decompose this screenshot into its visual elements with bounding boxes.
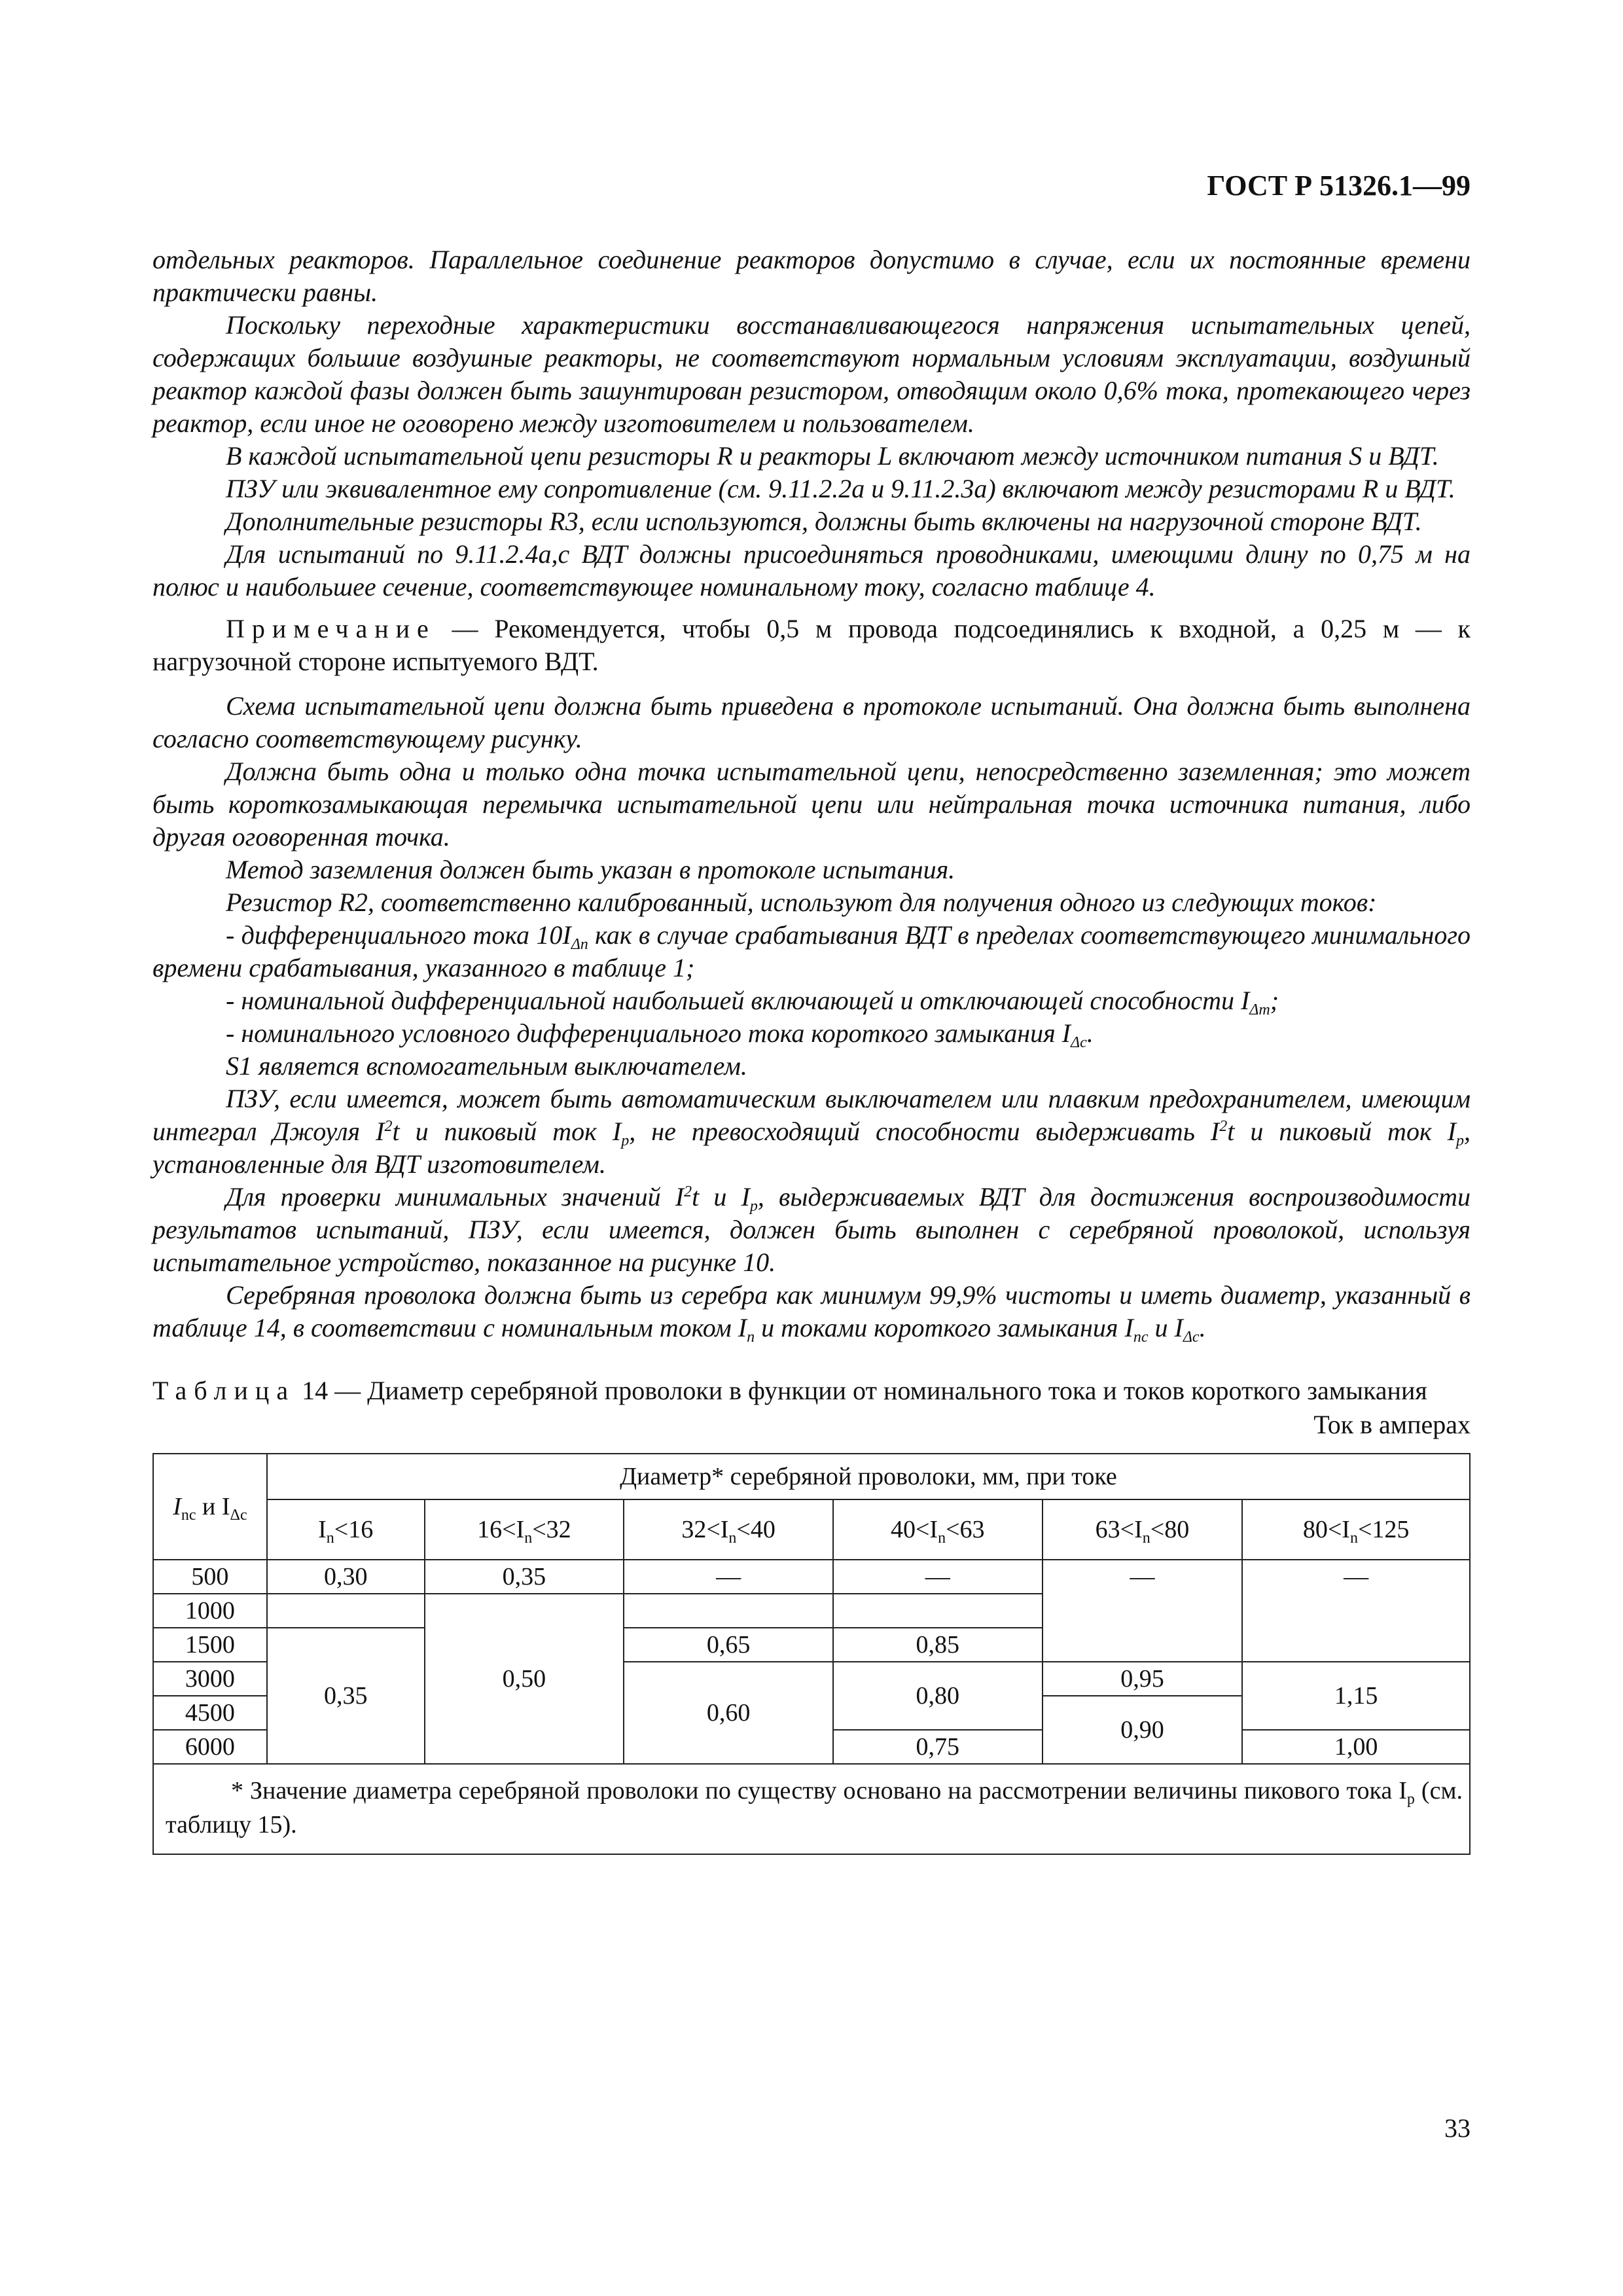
table-cell: 0,30 [267,1560,425,1594]
table-cell: 0,95 [1043,1662,1243,1696]
table-caption: Таблица 14 — Диаметр серебряной проволоки в функции от номинального тока и токов короткого замыкания [152,1376,1427,1405]
column-header: $I_n<16$ [267,1499,425,1560]
list-item: - дифференциального тока $10I_{\Delta n}$ как в случае срабатывания ВДТ в пределах соответствующего минимального времени срабатывания, указанного в таблице 1; [152,920,1471,982]
note-label: Примечание [226,614,436,643]
table-group-header: Диаметр* серебряной проволоки, мм, при токе [267,1454,1470,1499]
table-cell: 0,80 [833,1662,1043,1730]
note [152,613,1471,678]
list-item: - номинальной дифференциальной наибольшей включающей и отключающей способности $I_{\Delta m}$; [226,986,1279,1018]
table-cell: 0,60 [624,1662,833,1764]
table-cell: 0,35 [267,1628,425,1764]
table-cell: — [624,1560,833,1594]
table-cell: 0,35 [425,1560,624,1594]
column-header: $32<I_n<40$ [624,1499,833,1560]
table-cell: 0,50 [425,1594,624,1764]
paragraph: Дополнительные резисторы R3, если используются, должны быть включены на нагрузочной стороне ВДТ. [226,507,1422,536]
list-item: - номинального условного дифференциального тока короткого замыкания $I_{\Delta c}$. [226,1018,1094,1051]
table-cell [833,1594,1043,1628]
paragraph: Резистор R2, соответственно калиброванный, используют для получения одного из следующих токов: [226,888,1377,917]
note-text: — Рекомендуется, чтобы 0,5 м провода подсоединялись к входной, а 0,25 м — к нагрузочной стороне испытуемого ВДТ. [152,614,1471,676]
document-header: ГОСТ Р 51326.1—99 [1207,170,1471,202]
paragraph: Серебряная проволока должна быть из серебра как минимум 99,9% чистоты и иметь диаметр, указанный в таблице 14, в соответствии с номинальным током $I_n$ и токами короткого замыкания $I_{nc}$ и $I_{\Delta c}$. [152,1280,1471,1346]
table-footnote: * Значение диаметра серебряной проволоки по существу основано на рассмотрении величины пикового тока $I_p$ (см. таблицу 15). [153,1764,1470,1854]
paragraph: Должна быть одна и только одна точка испытательной цепи, непосредственно заземленная; это может быть короткозамыкающая перемычка испытательной цепи или нейтральная точка источника питания, либо другая оговоренная точка. [152,757,1471,852]
table-cell: 0,65 [624,1628,833,1662]
table-cell: — [1242,1560,1470,1662]
table-cell: — [833,1560,1043,1594]
row-header: 4500 [153,1696,267,1730]
table-cell [267,1594,425,1628]
paragraph: В каждой испытательной цепи резисторы R и реакторы L включают между источником питания S и ВДТ. [226,441,1439,471]
paragraph: ПЗУ, если имеется, может быть автоматическим выключателем или плавким предохранителем, имеющим интеграл Джоуля $I^2t$ и пиковый ток $I_p$, не превосходящий способности выдерживать $I^2t$ и пиковый ток $I_p$, установленные для ВДТ изготовителем. [152,1084,1471,1179]
page-number: 33 [1444,2113,1471,2143]
document-body [152,243,1471,1855]
row-header: 1000 [153,1594,267,1628]
table-cell: 1,00 [1242,1730,1470,1764]
table-cell: 1,15 [1242,1662,1470,1730]
paragraph: Метод заземления должен быть указан в протоколе испытания. [226,855,955,884]
paragraph: S1 является вспомогательным выключателем. [226,1051,747,1081]
table-cell: 0,85 [833,1628,1043,1662]
row-header: 3000 [153,1662,267,1696]
table-corner-header: $I_{nc}$ и $I_{\Delta c}$ [153,1454,267,1560]
paragraph: Поскольку переходные характеристики восстанавливающегося напряжения испытательных цепей, содержащих большие воздушные реакторы, не соответствуют нормальным условиям эксплуатации, воздушный реактор каждой фазы должен быть зашунтирован резистором, отводящим около 0,6% тока, протекающего через реактор, если иное не оговорено между изготовителем и пользователем. [152,310,1471,438]
paragraph: отдельных реакторов. Параллельное соединение реакторов допустимо в случае, если их постоянные времени практически равны. [152,245,1471,307]
column-header: $16<I_n<32$ [425,1499,624,1560]
paragraph: ПЗУ или эквивалентное ему сопротивление (см. 9.11.2.2а и 9.11.2.3а) включают между резисторами R и ВДТ. [226,474,1455,503]
wire-diameter-table [152,1453,1471,1855]
table-cell: — [1043,1560,1243,1662]
table-unit: Ток в амперах [1313,1410,1471,1439]
column-header: $80<I_n<125$ [1242,1499,1470,1560]
column-header: $63<I_n<80$ [1043,1499,1243,1560]
column-header: $40<I_n<63$ [833,1499,1043,1560]
table-cell [624,1594,833,1628]
row-header: 1500 [153,1628,267,1662]
row-header: 6000 [153,1730,267,1764]
paragraph: Для испытаний по 9.11.2.4а,с ВДТ должны присоединяться проводниками, имеющими длину по 0,75 м на полюс и наибольшее сечение, соответствующее номинальному току, согласно таблице 4. [152,539,1471,601]
table-cell: 0,90 [1043,1696,1243,1764]
table-cell: 0,75 [833,1730,1043,1764]
paragraph: Для проверки минимальных значений $I^2t$ и $I_p$, выдерживаемых ВДТ для достижения воспроизводимости результатов испытаний, ПЗУ, если имеется, должен быть выполнен с серебряной проволокой, используя испытательное устройство, показанное на рисунке 10. [152,1182,1471,1277]
paragraph: Схема испытательной цепи должна быть приведена в протоколе испытаний. Она должна быть выполнена согласно соответствующему рисунку. [152,691,1471,753]
row-header: 500 [153,1560,267,1594]
